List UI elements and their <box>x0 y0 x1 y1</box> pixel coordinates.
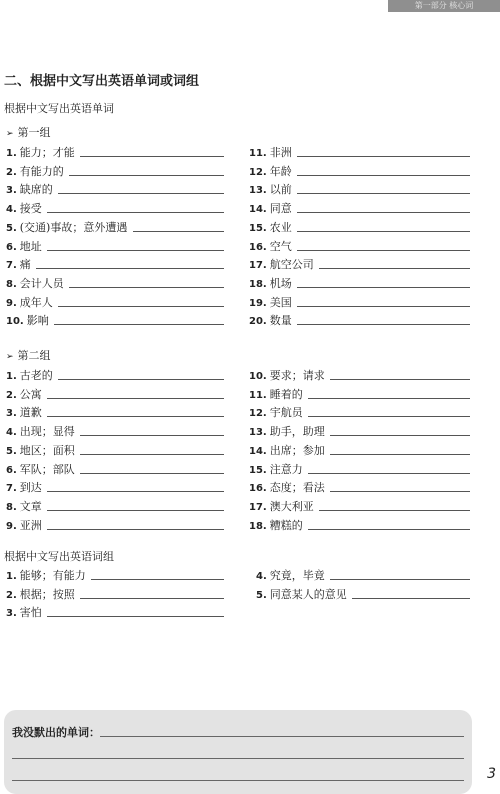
answer-line[interactable] <box>12 780 464 781</box>
answer-line[interactable] <box>308 473 470 474</box>
group2-title-text: 第二组 <box>17 349 51 362</box>
item-prompt: 农业 <box>269 220 292 234</box>
item-prompt: 公寓 <box>19 387 42 401</box>
item-prompt: 亚洲 <box>19 518 42 532</box>
question-item <box>249 442 470 458</box>
answer-line[interactable] <box>80 435 224 436</box>
item-prompt: 睡着的 <box>269 387 303 401</box>
item-number: 10. <box>249 371 267 382</box>
item-number: 11. <box>249 148 267 159</box>
item-number: 5. <box>256 589 267 601</box>
question-item <box>6 181 224 197</box>
question-item <box>249 479 470 495</box>
question-item <box>249 404 470 420</box>
item-number: 6. <box>6 241 17 253</box>
item-prompt: 非洲 <box>269 146 292 159</box>
question-item <box>249 367 470 383</box>
answer-line[interactable] <box>297 193 470 194</box>
question-item <box>249 498 470 514</box>
item-number: 9. <box>6 520 17 532</box>
answer-line[interactable] <box>100 736 464 737</box>
question-item <box>249 386 470 402</box>
answer-line[interactable] <box>47 491 224 492</box>
answer-line[interactable] <box>80 454 224 455</box>
item-number: 17. <box>249 501 267 513</box>
answer-line[interactable] <box>308 529 470 530</box>
note-box <box>4 710 472 794</box>
answer-line[interactable] <box>80 473 224 474</box>
item-number: 7. <box>6 483 17 495</box>
answer-line[interactable] <box>47 529 224 530</box>
item-prompt: (交通)事故；意外遭遇 <box>19 220 128 234</box>
arrow-icon: ➢ <box>6 352 14 362</box>
item-prompt: 道歉 <box>19 406 42 420</box>
item-number: 11. <box>249 389 267 401</box>
item-prompt: 数量 <box>269 314 292 328</box>
answer-line[interactable] <box>47 250 224 251</box>
item-prompt: 注意力 <box>269 462 303 476</box>
item-number: 14. <box>249 445 267 457</box>
item-prompt: 以前 <box>269 183 292 197</box>
question-item <box>249 461 470 477</box>
question-item <box>6 163 224 179</box>
answer-line[interactable] <box>80 598 224 599</box>
item-prompt: 糟糕的 <box>269 518 303 532</box>
item-number: 15. <box>249 464 267 476</box>
item-prompt: 根据；按照 <box>19 587 75 601</box>
section-title: 二、根据中文写出英语单词或词组 <box>4 74 200 89</box>
item-prompt: 影响 <box>26 314 49 328</box>
item-prompt: 接受 <box>19 202 42 216</box>
answer-line[interactable] <box>297 287 470 288</box>
question-item <box>6 604 224 620</box>
answer-line[interactable] <box>58 379 224 380</box>
item-number: 3. <box>6 185 17 197</box>
question-item <box>249 312 470 328</box>
answer-line[interactable] <box>330 435 470 436</box>
item-prompt: 美国 <box>269 295 292 309</box>
item-prompt: 助手，助理 <box>269 425 325 439</box>
item-number: 13. <box>249 185 267 197</box>
note-label: 我没默出的单词： <box>12 726 100 739</box>
item-prompt: 文章 <box>19 499 42 513</box>
item-prompt: 同意 <box>269 202 292 216</box>
item-number: 4. <box>6 427 17 439</box>
item-prompt: 同意某人的意见 <box>269 587 347 601</box>
question-item <box>6 567 224 583</box>
question-item <box>6 367 224 383</box>
question-item <box>6 442 224 458</box>
question-item <box>6 498 224 514</box>
item-prompt: 成年人 <box>19 295 53 309</box>
answer-line[interactable] <box>297 156 470 157</box>
item-number: 5. <box>6 445 17 457</box>
question-item <box>249 219 470 235</box>
question-item <box>6 586 224 602</box>
question-item <box>6 461 224 477</box>
question-item <box>6 219 224 235</box>
item-number: 16. <box>249 483 267 495</box>
item-prompt: 能够；有能力 <box>19 569 86 582</box>
item-number: 7. <box>6 260 17 272</box>
item-prompt: 到达 <box>19 481 42 495</box>
group1-title <box>6 124 51 140</box>
item-number: 8. <box>6 501 17 513</box>
answer-line[interactable] <box>319 268 470 269</box>
item-number: 19. <box>249 297 267 309</box>
answer-line[interactable] <box>47 510 224 511</box>
question-item <box>6 294 224 310</box>
question-item <box>6 386 224 402</box>
answer-line[interactable] <box>330 379 470 380</box>
item-number: 2. <box>6 389 17 401</box>
question-item <box>6 479 224 495</box>
answer-line[interactable] <box>58 193 224 194</box>
item-prompt: 年龄 <box>269 164 292 178</box>
question-item <box>249 256 470 272</box>
item-number: 10. <box>6 316 24 328</box>
question-item <box>249 517 470 533</box>
item-prompt: 出席；参加 <box>269 443 325 457</box>
answer-line[interactable] <box>91 579 224 580</box>
question-item <box>6 238 224 254</box>
question-item <box>249 181 470 197</box>
item-prompt: 有能力的 <box>19 164 64 178</box>
item-prompt: 宇航员 <box>269 406 303 420</box>
question-item <box>249 423 470 439</box>
answer-line[interactable] <box>54 324 224 325</box>
item-prompt: 害怕 <box>19 606 42 620</box>
item-prompt: 究竟，毕竟 <box>269 569 325 582</box>
answer-line[interactable] <box>297 250 470 251</box>
question-item <box>256 586 470 602</box>
item-number: 13. <box>249 427 267 439</box>
item-prompt: 缺席的 <box>19 183 53 197</box>
answer-line[interactable] <box>47 212 224 213</box>
item-number: 1. <box>6 148 17 159</box>
answer-line[interactable] <box>47 616 224 617</box>
item-number: 2. <box>6 166 17 178</box>
question-item <box>6 404 224 420</box>
item-prompt: 痛 <box>19 258 31 272</box>
item-prompt: 地址 <box>19 239 42 253</box>
item-number: 8. <box>6 278 17 290</box>
item-number: 5. <box>6 222 17 234</box>
answer-line[interactable] <box>58 306 224 307</box>
words-heading: 根据中文写出英语单词 <box>4 102 114 115</box>
item-prompt: 会计人员 <box>19 276 64 290</box>
page-number: 3 <box>487 766 496 782</box>
answer-line[interactable] <box>69 287 224 288</box>
answer-line[interactable] <box>330 491 470 492</box>
answer-line[interactable] <box>330 454 470 455</box>
item-prompt: 能力；才能 <box>19 146 75 159</box>
item-prompt: 态度；看法 <box>269 481 325 495</box>
answer-line[interactable] <box>297 306 470 307</box>
question-item <box>249 163 470 179</box>
question-item <box>6 275 224 291</box>
answer-line[interactable] <box>12 758 464 759</box>
answer-line[interactable] <box>308 398 470 399</box>
question-item <box>249 144 470 160</box>
answer-line[interactable] <box>36 268 224 269</box>
answer-line[interactable] <box>133 231 224 232</box>
answer-line[interactable] <box>308 416 470 417</box>
group1-title-text: 第一组 <box>17 126 51 139</box>
item-number: 1. <box>6 571 17 582</box>
question-item <box>249 275 470 291</box>
question-item <box>249 294 470 310</box>
item-prompt: 军队；部队 <box>19 462 75 476</box>
answer-line[interactable] <box>297 175 470 176</box>
item-prompt: 澳大利亚 <box>269 499 314 513</box>
question-item <box>6 312 224 328</box>
item-number: 20. <box>249 316 267 328</box>
answer-line[interactable] <box>330 579 470 580</box>
answer-line[interactable] <box>352 598 470 599</box>
answer-line[interactable] <box>47 416 224 417</box>
item-number: 4. <box>6 204 17 216</box>
item-number: 3. <box>6 608 17 620</box>
item-number: 16. <box>249 241 267 253</box>
item-prompt: 航空公司 <box>269 258 314 272</box>
item-prompt: 地区；面积 <box>19 443 75 457</box>
item-number: 14. <box>249 204 267 216</box>
question-item <box>6 517 224 533</box>
answer-line[interactable] <box>297 231 470 232</box>
group2-title <box>6 347 51 363</box>
arrow-icon: ➢ <box>6 129 14 139</box>
answer-line[interactable] <box>69 175 224 176</box>
item-prompt: 古老的 <box>19 369 53 382</box>
answer-line[interactable] <box>47 398 224 399</box>
item-prompt: 空气 <box>269 239 292 253</box>
item-number: 9. <box>6 297 17 309</box>
running-head: 第一部分 核心词 <box>388 0 500 12</box>
item-number: 1. <box>6 371 17 382</box>
question-item <box>249 200 470 216</box>
answer-line[interactable] <box>319 510 470 511</box>
item-number: 4. <box>256 571 267 582</box>
item-prompt: 出现；显得 <box>19 425 75 439</box>
item-number: 15. <box>249 222 267 234</box>
question-item <box>6 200 224 216</box>
question-item <box>6 423 224 439</box>
question-item <box>249 238 470 254</box>
item-number: 12. <box>249 408 267 420</box>
item-number: 12. <box>249 166 267 178</box>
item-number: 18. <box>249 520 267 532</box>
phrases-heading: 根据中文写出英语词组 <box>4 550 114 563</box>
item-number: 18. <box>249 278 267 290</box>
item-number: 3. <box>6 408 17 420</box>
question-item <box>256 567 470 583</box>
answer-line[interactable] <box>297 324 470 325</box>
item-number: 17. <box>249 260 267 272</box>
item-prompt: 机场 <box>269 276 292 290</box>
item-number: 2. <box>6 589 17 601</box>
question-item <box>6 256 224 272</box>
answer-line[interactable] <box>297 212 470 213</box>
item-number: 6. <box>6 464 17 476</box>
question-item <box>6 144 224 160</box>
answer-line[interactable] <box>80 156 224 157</box>
item-prompt: 要求；请求 <box>269 369 325 382</box>
